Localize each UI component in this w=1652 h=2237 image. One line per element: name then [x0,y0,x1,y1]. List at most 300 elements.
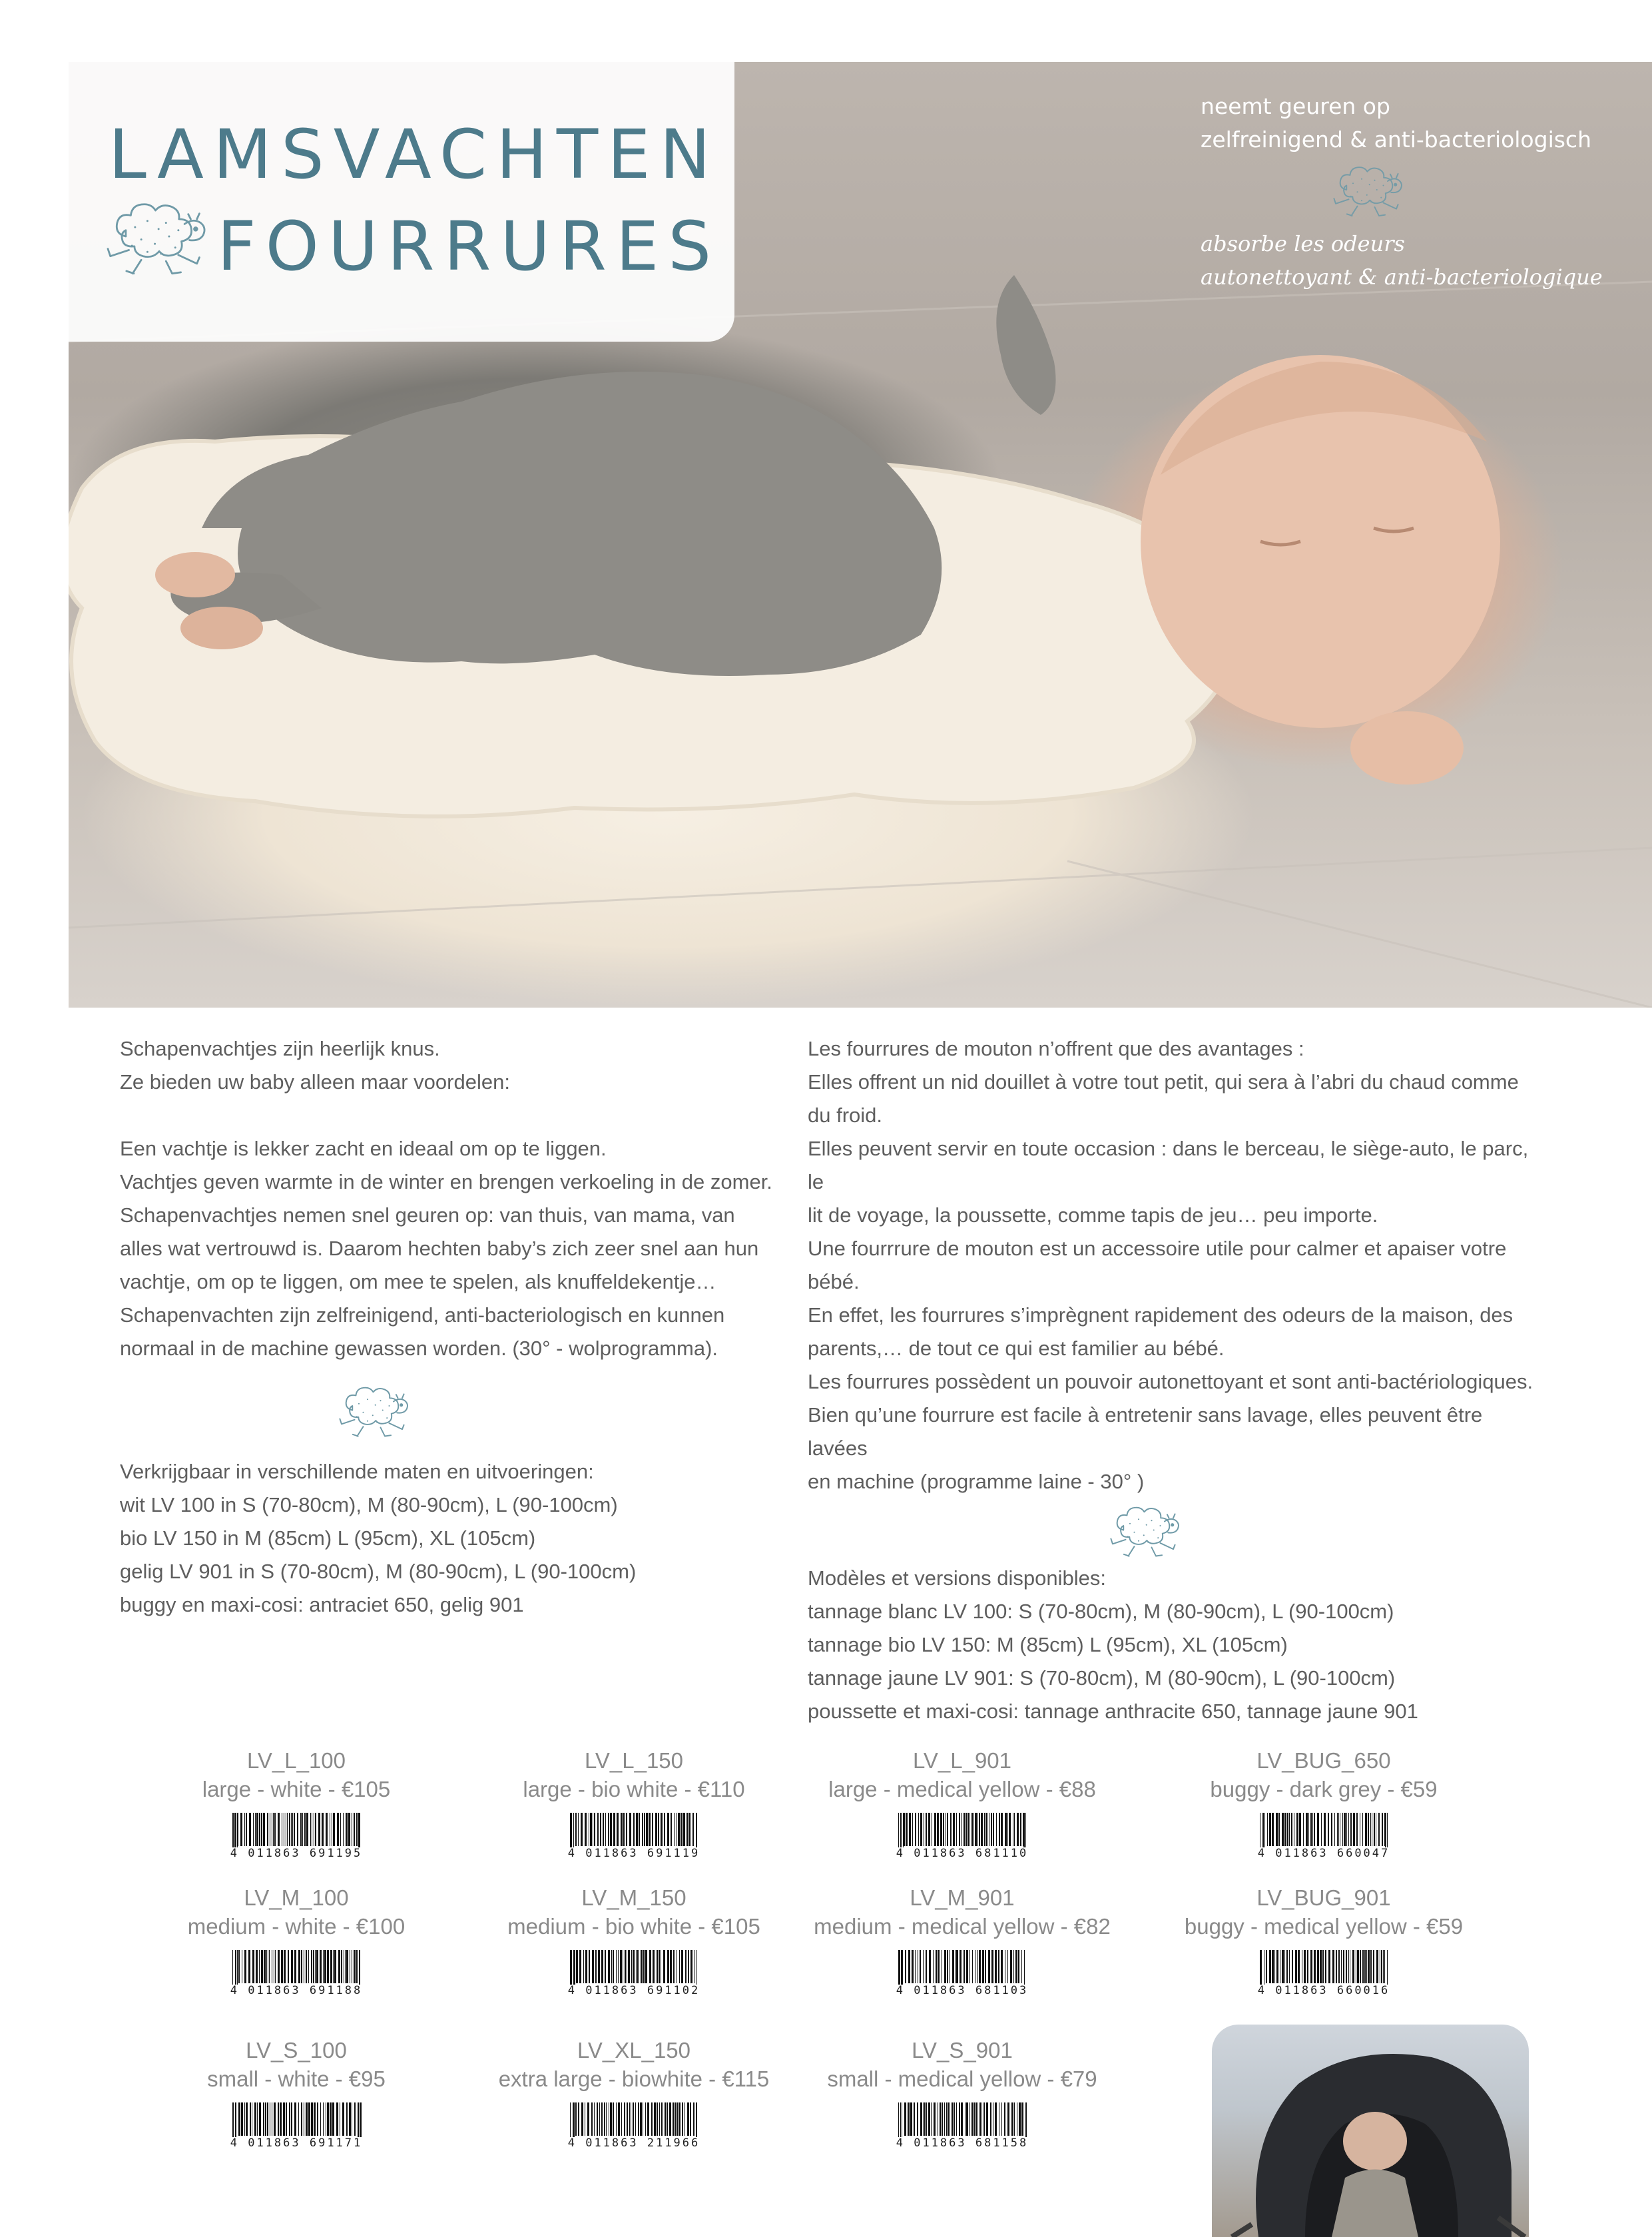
barcode-bar [959,1813,960,1847]
barcode-bar [323,2102,324,2137]
barcode-bar [920,1950,921,1985]
barcode-bar [256,1950,258,1985]
barcode-bar [1007,1950,1008,1985]
barcode-bar [322,1813,324,1847]
barcode-bar [628,1950,630,1985]
barcode-bar [973,1813,974,1847]
barcode-bar [1284,1950,1285,1985]
barcode-bar [664,1813,665,1847]
barcode-bar [1023,1813,1025,1847]
barcode-bar [240,1813,242,1847]
barcode-bar [653,1950,655,1985]
barcode-bar [259,1950,260,1985]
barcode-bar [929,1950,931,1985]
barcode-bar [633,1813,635,1847]
barcode-bar [1021,1950,1022,1985]
barcode-bar [926,2102,927,2137]
barcode-bar [917,2102,918,2137]
barcode-bar [946,2102,948,2137]
barcode-bar [334,1950,336,1985]
barcode-bar [1310,1813,1312,1847]
barcode-bar [1287,1813,1288,1847]
barcode-bar [254,2102,256,2137]
barcode-bar [681,1950,683,1985]
barcode-bar [621,2102,622,2137]
barcode-bar [320,2102,321,2137]
barcode-bar [604,2102,605,2137]
nl-availability-line: buggy en maxi-cosi: antraciet 650, gelig 901 [120,1593,524,1616]
barcode-bar [1262,1813,1264,1847]
barcode-bar [1314,1813,1315,1847]
barcode-bar [1362,1950,1364,1985]
barcode-bar [693,2102,694,2137]
barcode-bar [611,1950,612,1985]
barcode-bar [575,1813,577,1847]
barcode-bar [581,1813,583,1847]
nl-body-line: alles wat vertrouwd is. Daarom hechten baby’s zich zeer snel aan hun [120,1237,759,1260]
fr-availability-line: tannage blanc LV 100: S (70-80cm), M (80-90cm), L (90-100cm) [808,1600,1394,1623]
barcode-bar [961,1813,962,1847]
sheep-icon [97,193,223,280]
barcode-bar [261,1950,263,1985]
barcode-bar [315,1950,316,1985]
product-code: LV_L_150 [584,1748,684,1773]
barcode-bar [995,1950,997,1985]
barcode-bar [629,2102,630,2137]
nl-body-line: Schapenvachten zijn zelfreinigend, anti-bacteriologisch en kunnen [120,1303,725,1327]
barcode-bar [605,1950,606,1985]
barcode-bar [587,2102,589,2137]
barcode [889,1813,1035,1858]
barcode-bar [923,2102,924,2137]
barcode-bar [1320,1950,1322,1985]
barcode-bar [1343,1950,1344,1985]
barcode-bar [624,2102,625,2137]
barcode [223,1950,370,1995]
barcode-bar [333,1950,334,1985]
barcode-bar [275,1950,276,1985]
barcode-bar [918,1813,919,1847]
barcode-bar [647,2102,649,2137]
barcode-bar [601,1950,603,1985]
barcode-bar [613,2102,614,2137]
barcode-bar [585,1950,587,1985]
barcode-bar [289,2102,290,2137]
barcode-bar [636,1950,637,1985]
barcode-bar [1383,1950,1384,1985]
barcode-bar [1346,1950,1347,1985]
barcode-bar [637,1950,639,1985]
barcode-bar [944,1950,946,1985]
barcode-bar [1007,1813,1008,1847]
barcode-bar [330,2102,332,2137]
product-item [474,2036,794,2148]
barcode-bar [327,1950,329,1985]
barcode-bar [1364,1950,1366,1985]
barcode-bar [1274,1950,1275,1985]
barcode-bar [341,1950,342,1985]
barcode-bar [991,1813,992,1847]
nl-availability-line: wit LV 100 in S (70-80cm), M (80-90cm), L (90-100cm) [120,1493,618,1516]
fr-availability-line: tannage bio LV 150: M (85cm) L (95cm), XL (105cm) [808,1633,1288,1656]
barcode-bar [237,1813,238,1847]
barcode-bar [675,2102,677,2137]
barcode-bar [626,1813,627,1847]
fr-body-line: En effet, les fourrures s’imprègnent rapidement des odeurs de la maison, des [808,1303,1514,1327]
barcode-bar [255,1813,256,1847]
barcode-bar [1350,1813,1352,1847]
barcode-bar [1286,1950,1288,1985]
barcode-bar [964,1950,965,1985]
barcode-bar [1346,1813,1347,1847]
barcode-bar [1025,2102,1027,2137]
barcode-bar [308,1950,309,1985]
barcode-bar [1312,1813,1313,1847]
barcode-bar [1308,1813,1309,1847]
barcode-bar [914,2102,915,2137]
barcode-bar [1005,1813,1007,1847]
barcode-bar [900,1813,902,1847]
fr-body-line: Les fourrures de mouton n’offrent que des avantages : [808,1037,1304,1060]
barcode-bar [1019,2102,1021,2137]
barcode-bar [617,1813,619,1847]
barcode-bar [982,1950,984,1985]
barcode-bar [688,1950,689,1985]
barcode-bar [616,2102,617,2137]
barcode-bar [278,1950,280,1985]
barcode-bar [926,1813,927,1847]
barcode-bar [1015,1950,1017,1985]
barcode-bar [274,1813,276,1847]
barcode-bar [1381,1950,1382,1985]
barcode-bar [627,2102,628,2137]
barcode-bar [654,2102,656,2137]
barcode-bar [969,1950,970,1985]
barcode-bar [1009,1813,1011,1847]
barcode-bar [1298,1950,1300,1985]
barcode-bar [681,1813,683,1847]
fr-body-line: Elles offrent un nid douillet à votre tout petit, qui sera à l’abri du chaud comme [808,1070,1519,1094]
barcode-bar [996,1813,997,1847]
barcode-bar [633,2102,634,2137]
barcode-bar [1338,1950,1340,1985]
barcode-bar [971,2102,973,2137]
barcode-bar [244,1813,245,1847]
barcode-bar [625,1950,626,1985]
barcode-bar [1266,1950,1267,1985]
product-item [802,1746,1122,1858]
barcode-bar [323,1950,324,1985]
barcode-bar [259,1813,260,1847]
barcode-bar [263,2102,264,2137]
barcode-bar [1304,1950,1306,1985]
barcode-bar [667,1813,669,1847]
barcode-bar [953,1813,955,1847]
barcode-bar [606,2102,607,2137]
barcode-bar [294,1813,295,1847]
barcode-bar [354,2102,356,2137]
barcode-bar [316,1950,318,1985]
barcode-bar [906,1813,908,1847]
barcode-bar [659,2102,660,2137]
product-code: LV_L_901 [912,1748,1012,1773]
barcode-bar [940,2102,941,2137]
barcode-bar [311,2102,313,2137]
barcode [1250,1813,1397,1858]
barcode-bar [975,1813,977,1847]
barcode-bar [337,1813,339,1847]
barcode-bar [1014,2102,1015,2137]
barcode-bar [1322,1950,1324,1985]
barcode-bar [998,1950,999,1985]
barcode-bar [1378,1813,1380,1847]
barcode-bar [984,1813,985,1847]
barcode-bar [320,1950,322,1985]
barcode-bar [679,2102,680,2137]
barcode-bar [966,2102,968,2137]
barcode-bar [990,2102,991,2137]
fr-body-line: Elles peuvent servir en toute occasion : dans le berceau, le siège-auto, le parc, le [808,1137,1529,1193]
barcode-number: 4 011863 211966 [567,2136,700,2150]
barcode-bar [952,1950,954,1985]
barcode-bar [995,2102,997,2137]
barcode-bar [314,2102,316,2137]
nl-body-line: Een vachtje is lekker zacht en ideaal om op te liggen. [120,1137,607,1160]
product-code: LV_BUG_901 [1256,1885,1391,1910]
barcode-bar [264,1950,266,1985]
barcode-bar [944,2102,945,2137]
barcode-bar [924,2102,926,2137]
barcode-bar [578,1813,579,1847]
barcode-bar [579,1950,581,1985]
barcode-bar [912,1813,913,1847]
product-code: LV_M_150 [581,1885,687,1910]
barcode-bar [1267,1813,1268,1847]
barcode-bar [1328,1813,1329,1847]
barcode-bar [306,2102,308,2137]
barcode-bar [1289,1813,1290,1847]
barcode-bar [655,1813,657,1847]
barcode-bar [645,1950,647,1985]
barcode-bar [947,1950,948,1985]
barcode-bar [623,1813,625,1847]
barcode-bar [898,1950,900,1985]
barcode-bar [670,1950,672,1985]
barcode-bar [687,2102,689,2137]
barcode-bar [616,1950,617,1985]
barcode-number: 4 011863 691188 [230,1984,363,1997]
barcode-bar [1014,1813,1015,1847]
barcode-bar [1342,1813,1343,1847]
barcode-bar [631,1950,632,1985]
barcode-bar [961,2102,963,2137]
barcode-bar [674,1813,675,1847]
barcode-bar [977,1950,978,1985]
title-nl: LAMSVACHTEN [109,115,720,194]
product-description: buggy - medical yellow - €59 [1184,1914,1464,1939]
barcode-bar [1291,1813,1292,1847]
nl-body-line: Vachtjes geven warmte in de winter en brengen verkoeling in de zomer. [120,1170,772,1193]
barcode-bar [1387,1813,1388,1847]
barcode-bar [298,2102,299,2137]
barcode-bar [696,1813,697,1847]
barcode-bar [302,1813,303,1847]
product-description: large - medical yellow - €88 [828,1777,1096,1801]
barcode-bar [313,1950,314,1985]
barcode-bar [1368,1813,1369,1847]
product-description: extra large - biowhite - €115 [498,2067,770,2091]
barcode-bar [915,1950,916,1985]
barcode-bar [904,2102,906,2137]
barcode-bar [620,1950,622,1985]
barcode-bar [354,1950,356,1985]
barcode-bar [346,2102,348,2137]
product-item [1164,1746,1484,1858]
dutch-column [120,1032,772,1622]
barcode-bar [1269,1813,1271,1847]
barcode-bar [1352,1950,1354,1985]
barcode-bar [235,1950,236,1985]
barcode-bar [288,1950,289,1985]
barcode-bar [640,2102,642,2137]
product-description: medium - white - €100 [187,1914,406,1939]
barcode-bar [232,2102,234,2137]
barcode-bar [581,2102,583,2137]
nl-availability-line: gelig LV 901 in S (70-80cm), M (80-90cm), L (90-100cm) [120,1560,637,1583]
barcode-number: 4 011863 691119 [567,1847,700,1860]
barcode-bar [661,2102,663,2137]
barcode-bar [311,1950,312,1985]
barcode-bar [308,2102,310,2137]
barcode-bar [1276,1813,1278,1847]
barcode-bar [591,2102,593,2137]
barcode-bar [1332,1950,1334,1985]
barcode-bar [1001,1950,1003,1985]
barcode-bar [283,2102,285,2137]
barcode-bar [1360,1950,1361,1985]
barcode-bar [1348,1950,1349,1985]
barcode-bar [1341,1950,1342,1985]
barcode-bar [1368,1950,1370,1985]
feature-fr-1: absorbe les odeurs [1201,231,1405,256]
barcode-bar [235,2102,236,2137]
barcode-bar [1373,1950,1374,1985]
barcode-bar [278,1813,280,1847]
barcode-bar [266,1950,267,1985]
barcode-bar [1314,1950,1316,1985]
product-description: large - white - €105 [202,1777,391,1801]
fr-body-line: Bien qu’une fourrure est facile à entretenir sans lavage, elles peuvent être lavées [808,1403,1483,1460]
barcode-bar [689,1813,690,1847]
barcode-bar [1324,1813,1326,1847]
fr-body-line: Les fourrures possèdent un pouvoir autonettoyant et sont anti-bactériologiques. [808,1370,1533,1393]
product-code: LV_S_100 [246,2038,347,2063]
barcode-bar [267,1813,268,1847]
barcode-bar [642,1813,643,1847]
barcode-bar [678,1813,680,1847]
barcode-bar [267,2102,268,2137]
barcode-bar [898,1813,899,1847]
barcode-bar [613,1950,614,1985]
barcode-bar [330,1950,332,1985]
barcode-bar [928,1813,930,1847]
barcode-bar [599,2102,600,2137]
barcode-bar [1370,1950,1372,1985]
barcode-bar [908,2102,910,2137]
barcode-bar [928,2102,930,2137]
barcode-bar [1007,2102,1009,2137]
barcode-bar [985,1950,986,1985]
barcode-bar [1296,1813,1298,1847]
barcode [223,2102,370,2148]
barcode-bar [665,2102,666,2137]
barcode-bar [306,1950,307,1985]
barcode-bar [269,1950,270,1985]
barcode-bar [1013,1950,1014,1985]
product-item [137,1883,456,1995]
barcode-bar [663,1950,665,1985]
barcode-bar [327,2102,329,2137]
barcode-bar [291,1950,293,1985]
barcode-bar [636,1813,638,1847]
barcode-bar [287,1813,288,1847]
barcode-bar [301,1950,302,1985]
barcode-bar [332,2102,334,2137]
fr-availability-line: poussette et maxi-cosi: tannage anthracite 650, tannage jaune 901 [808,1700,1418,1723]
barcode-bar [920,1813,922,1847]
barcode-bar [246,1813,247,1847]
barcode-bar [1272,1950,1274,1985]
barcode-bar [1017,1813,1019,1847]
barcode [1250,1950,1397,1995]
barcode-bar [687,1813,688,1847]
barcode-bar [909,1813,911,1847]
barcode [561,1813,707,1858]
barcode-bar [590,1813,592,1847]
barcode [223,1813,370,1858]
product-code: LV_M_901 [910,1885,1015,1910]
barcode-bar [956,2102,957,2137]
title-panel [69,62,734,342]
barcode-bar [575,2102,577,2137]
barcode-bar [903,1813,905,1847]
product-description: medium - medical yellow - €82 [814,1914,1111,1939]
barcode-bar [340,1813,341,1847]
barcode-bar [597,2102,598,2137]
barcode-bar [685,1950,687,1985]
barcode-bar [315,1813,316,1847]
barcode-bar [984,2102,985,2137]
barcode-bar [940,1813,942,1847]
product-item [802,2036,1122,2148]
barcode-bar [1292,1950,1293,1985]
barcode-bar [291,1813,292,1847]
barcode-bar [234,1813,236,1847]
barcode-bar [1299,1813,1301,1847]
barcode-bar [920,2102,922,2137]
barcode-bar [912,1950,914,1985]
barcode-bar [1328,1950,1330,1985]
barcode-bar [948,2102,950,2137]
barcode-bar [358,1813,360,1847]
product-code: LV_M_100 [244,1885,349,1910]
product-code: LV_L_100 [246,1748,346,1773]
barcode-bar [294,2102,296,2137]
barcode-bar [594,1813,595,1847]
barcode-bar [972,1950,973,1985]
barcode-bar [1387,1950,1388,1985]
barcode-bar [306,1813,308,1847]
